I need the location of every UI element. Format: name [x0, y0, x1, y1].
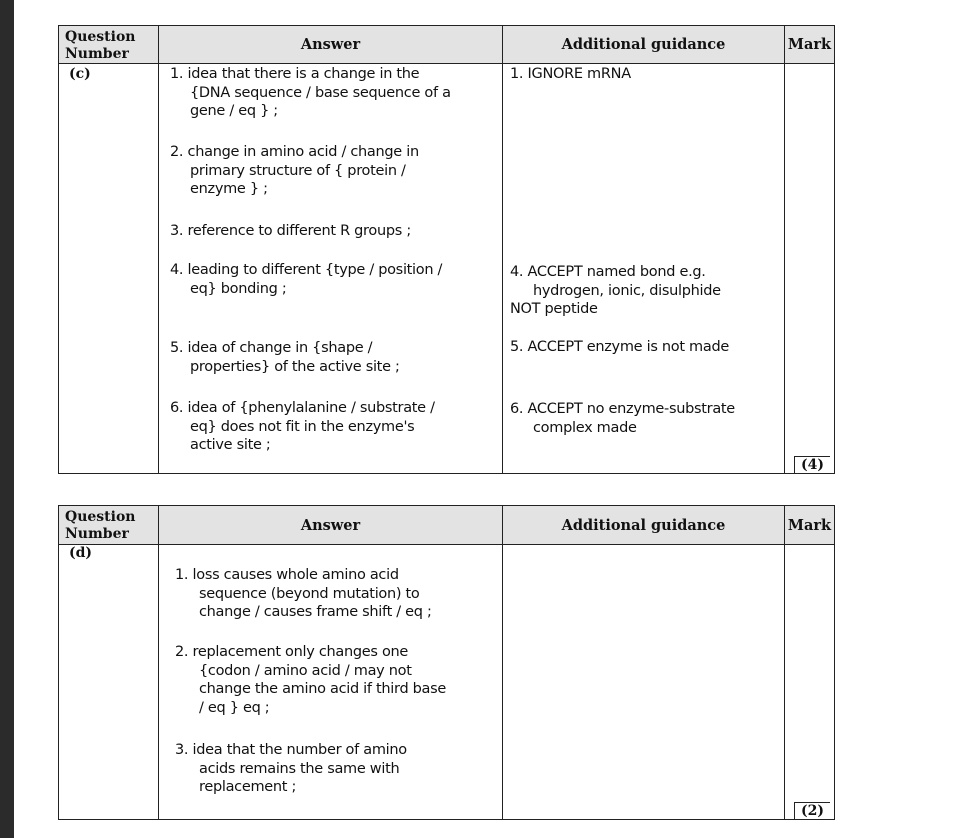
answer-item-2: 2. change in amino acid / change in primary structure of { protein / enzyme } ;	[170, 144, 419, 197]
left-edge-bar	[0, 0, 14, 838]
answer-item-3: 3. reference to different R groups ;	[170, 223, 411, 239]
column-divider	[158, 545, 159, 819]
total-mark-c: (4)	[794, 456, 830, 473]
header-mark: Mark	[785, 26, 834, 64]
answer-item-4: 4. leading to different {type / position / eq} bonding ;	[170, 262, 443, 297]
answer-item-1: 1. loss causes whole amino acid sequence (beyond mutation) to change / causes frame shift / eq ;	[175, 567, 432, 620]
answer-item-3: 3. idea that the number of amino acids remains the same with replacement ;	[175, 742, 407, 795]
header-question-line2: Number	[65, 46, 129, 62]
answer-item-2: 2. replacement only changes one {codon / amino acid / may not change the amino acid if third base / eq } eq ;	[175, 644, 447, 716]
question-number-d: (d)	[69, 545, 93, 561]
header-mark: Mark	[785, 506, 834, 545]
total-mark-d: (2)	[794, 802, 830, 819]
column-divider	[784, 64, 785, 473]
guidance-item-5: 5. ACCEPT enzyme is not made	[510, 339, 729, 355]
guidance-item-4: 4. ACCEPT named bond e.g. hydrogen, ionic, disulphide NOT peptide	[510, 264, 721, 317]
mark-scheme-table-d	[58, 505, 835, 820]
column-divider	[784, 545, 785, 819]
answer-item-5: 5. idea of change in {shape / properties} of the active site ;	[170, 340, 400, 375]
guidance-item-6: 6. ACCEPT no enzyme-substrate complex made	[510, 401, 735, 436]
header-additional-guidance: Additional guidance	[503, 26, 785, 64]
header-question-line1: Question	[65, 509, 136, 525]
mark-scheme-table-c	[58, 25, 835, 474]
header-answer: Answer	[159, 26, 503, 64]
column-divider	[502, 64, 503, 473]
header-question-line1: Question	[65, 29, 136, 45]
header-additional-guidance: Additional guidance	[503, 506, 785, 545]
answer-item-1: 1. idea that there is a change in the {DNA sequence / base sequence of a gene / eq } ;	[170, 66, 451, 119]
header-answer: Answer	[159, 506, 503, 545]
column-divider	[502, 545, 503, 819]
guidance-item-1: 1. IGNORE mRNA	[510, 66, 631, 82]
question-number-c: (c)	[69, 66, 91, 82]
header-question-number	[59, 26, 159, 64]
header-question-number	[59, 506, 159, 545]
answer-item-6: 6. idea of {phenylalanine / substrate / eq} does not fit in the enzyme's active site ;	[170, 400, 435, 453]
column-divider	[158, 64, 159, 473]
header-question-line2: Number	[65, 526, 129, 542]
